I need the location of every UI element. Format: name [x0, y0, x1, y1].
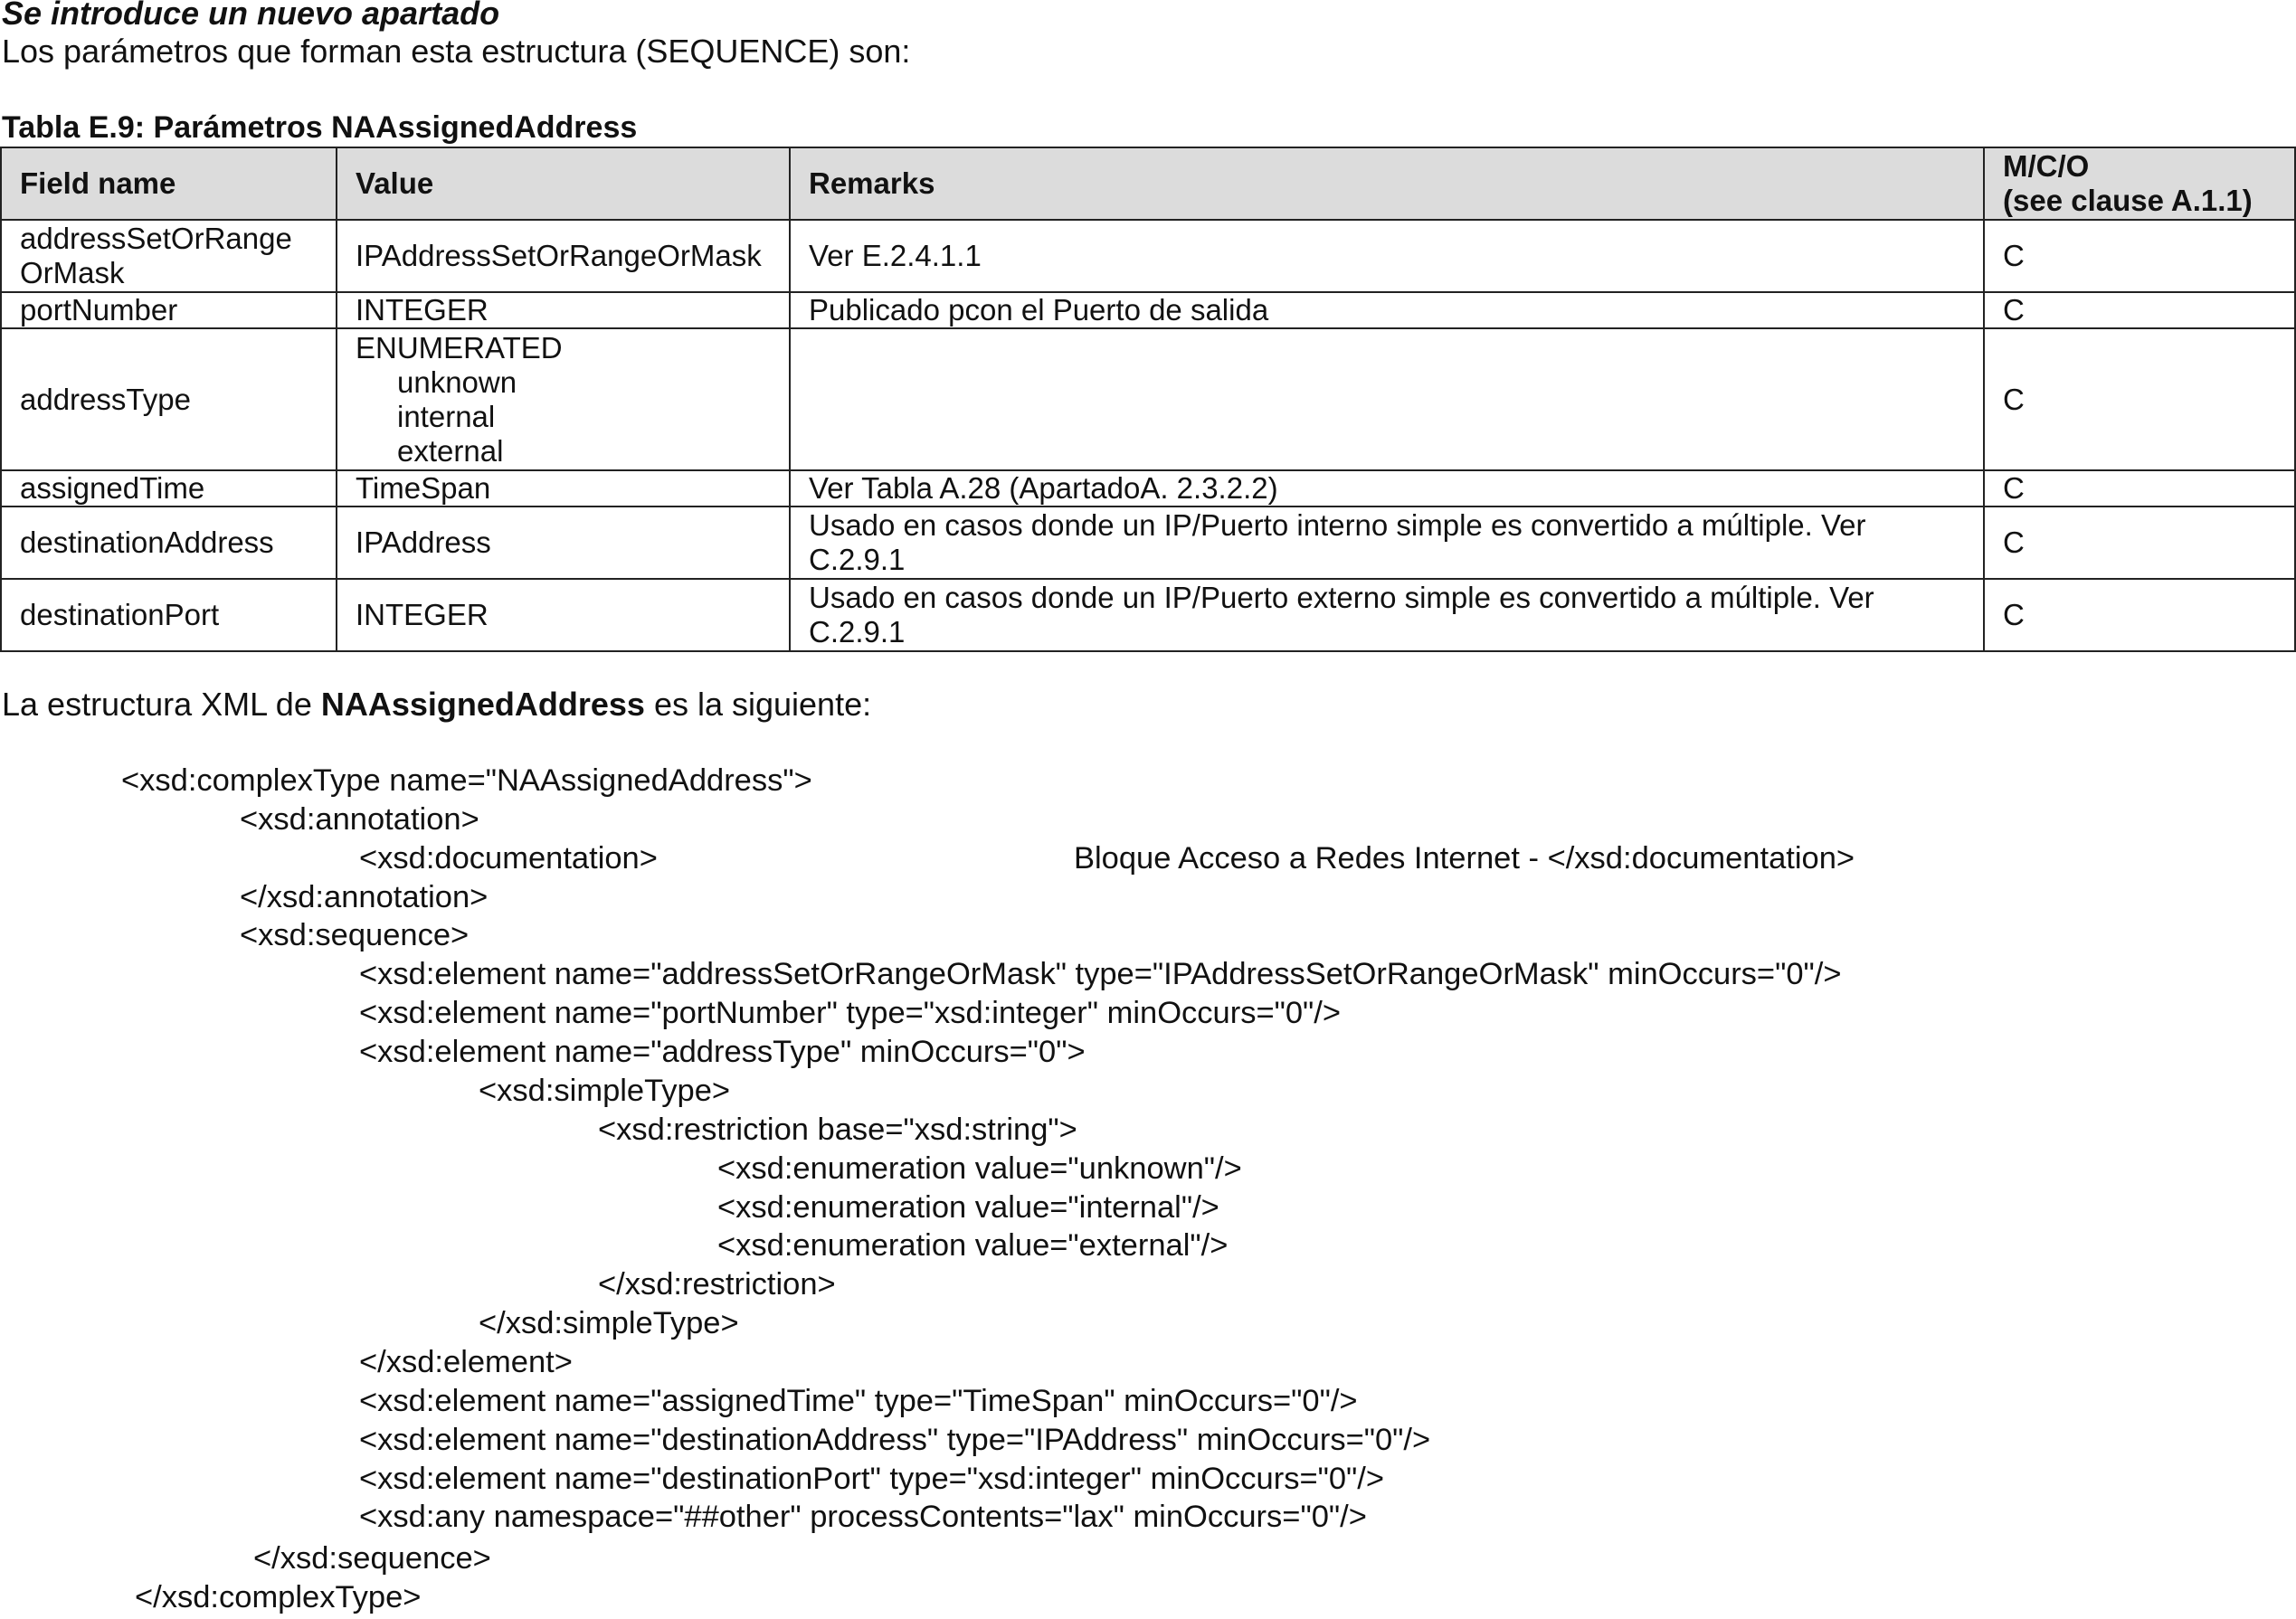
- cell-value: INTEGER: [337, 292, 790, 328]
- table-row: [1, 220, 2295, 292]
- cell-value: TimeSpan: [337, 470, 790, 507]
- cell-field: portNumber: [1, 292, 337, 328]
- code-line: <xsd:element name="destinationAddress" type="IPAddress" minOccurs="0"/>: [359, 1423, 1431, 1457]
- cell-remarks: [790, 328, 1984, 470]
- xml-intro-after: es la siguiente:: [644, 686, 872, 723]
- cell-field: [1, 220, 337, 292]
- xml-intro-name: NAAssignedAddress: [320, 686, 645, 723]
- code-line: </xsd:complexType>: [135, 1580, 422, 1614]
- header-field-name: Field name: [1, 147, 337, 220]
- code-line: <xsd:enumeration value="unknown"/>: [717, 1151, 1242, 1186]
- cell-mco: C: [1984, 579, 2295, 651]
- cell-value: INTEGER: [337, 579, 790, 651]
- cell-remarks-line1: Usado en casos donde un IP/Puerto externo simple es convertido a múltiple. Ver: [809, 581, 1874, 614]
- cell-field: addressType: [1, 328, 337, 470]
- code-line: <xsd:element name="portNumber" type="xsd:integer" minOccurs="0"/>: [359, 996, 1342, 1030]
- code-line: </xsd:simpleType>: [479, 1306, 739, 1340]
- cell-field: destinationPort: [1, 579, 337, 651]
- table-header-row: [1, 147, 2295, 220]
- code-line: <xsd:element name="destinationPort" type="xsd:integer" minOccurs="0"/>: [359, 1462, 1385, 1496]
- code-line: </xsd:sequence>: [253, 1541, 491, 1576]
- code-line: <xsd:element name="addressSetOrRangeOrMask" type="IPAddressSetOrRangeOrMask" minOccurs="0"/>: [359, 957, 1842, 991]
- intro-paragraph: Los parámetros que forman esta estructura (SEQUENCE) son:: [2, 33, 911, 70]
- cell-value: IPAddressSetOrRangeOrMask: [337, 220, 790, 292]
- header-mco-line1: M/C/O: [2003, 149, 2090, 183]
- cell-mco: C: [1984, 470, 2295, 507]
- xml-intro-paragraph: [2, 686, 871, 723]
- xml-intro-before: La estructura XML de: [2, 686, 321, 723]
- header-mco: [1984, 147, 2295, 220]
- enum-item: internal: [397, 399, 496, 433]
- code-line: </xsd:annotation>: [240, 880, 489, 914]
- enum-item: external: [397, 433, 504, 468]
- code-line: <xsd:restriction base="xsd:string">: [598, 1112, 1077, 1147]
- parameters-table: [0, 147, 2296, 652]
- cell-remarks: [790, 579, 1984, 651]
- code-line: </xsd:restriction>: [598, 1267, 836, 1302]
- cell-remarks-line1: Usado en casos donde un IP/Puerto interno simple es convertido a múltiple. Ver: [809, 508, 1866, 542]
- cell-value-type: ENUMERATED: [356, 330, 563, 365]
- caption-name: NAAssignedAddress: [331, 110, 638, 145]
- caption-label: Tabla E.9: Parámetros: [2, 110, 332, 145]
- cell-mco: C: [1984, 507, 2295, 579]
- code-line: Bloque Acceso a Redes Internet - </xsd:documentation>: [1074, 841, 1855, 876]
- cell-mco: C: [1984, 328, 2295, 470]
- cell-value: [337, 328, 790, 470]
- table-row: [1, 579, 2295, 651]
- section-heading: Se introduce un nuevo apartado: [2, 0, 500, 32]
- cell-field-line2: OrMask: [20, 256, 125, 289]
- cell-remarks: Ver E.2.4.1.1: [790, 220, 1984, 292]
- cell-remarks: [790, 507, 1984, 579]
- header-value: Value: [337, 147, 790, 220]
- code-line: <xsd:enumeration value="external"/>: [717, 1228, 1229, 1263]
- cell-remarks-line2: C.2.9.1: [809, 543, 906, 576]
- cell-field: assignedTime: [1, 470, 337, 507]
- code-line: <xsd:any namespace="##other" processContents="lax" minOccurs="0"/>: [359, 1500, 1367, 1534]
- table-row: [1, 507, 2295, 579]
- header-mco-line2: (see clause A.1.1): [2003, 184, 2253, 217]
- code-line: <xsd:sequence>: [240, 918, 470, 952]
- code-line: <xsd:element name="assignedTime" type="TimeSpan" minOccurs="0"/>: [359, 1384, 1358, 1418]
- code-line: <xsd:element name="addressType" minOccurs="0">: [359, 1035, 1086, 1069]
- table-caption: [2, 110, 637, 146]
- table-row: [1, 470, 2295, 507]
- enum-item: unknown: [397, 365, 517, 399]
- cell-remarks: Publicado pcon el Puerto de salida: [790, 292, 1984, 328]
- code-line: <xsd:complexType name="NAAssignedAddress">: [121, 763, 812, 798]
- cell-mco: C: [1984, 220, 2295, 292]
- code-line: <xsd:enumeration value="internal"/>: [717, 1190, 1219, 1225]
- code-line: <xsd:annotation>: [240, 802, 479, 837]
- cell-field-line1: addressSetOrRange: [20, 222, 292, 255]
- table-row: [1, 328, 2295, 470]
- table-row: [1, 292, 2295, 328]
- cell-field: destinationAddress: [1, 507, 337, 579]
- code-line: </xsd:element>: [359, 1345, 573, 1379]
- code-line: <xsd:simpleType>: [479, 1074, 731, 1108]
- header-remarks: Remarks: [790, 147, 1984, 220]
- cell-value: IPAddress: [337, 507, 790, 579]
- cell-mco: C: [1984, 292, 2295, 328]
- cell-remarks-line2: C.2.9.1: [809, 615, 906, 649]
- cell-remarks: Ver Tabla A.28 (ApartadoA. 2.3.2.2): [790, 470, 1984, 507]
- code-line: <xsd:documentation>: [359, 841, 658, 876]
